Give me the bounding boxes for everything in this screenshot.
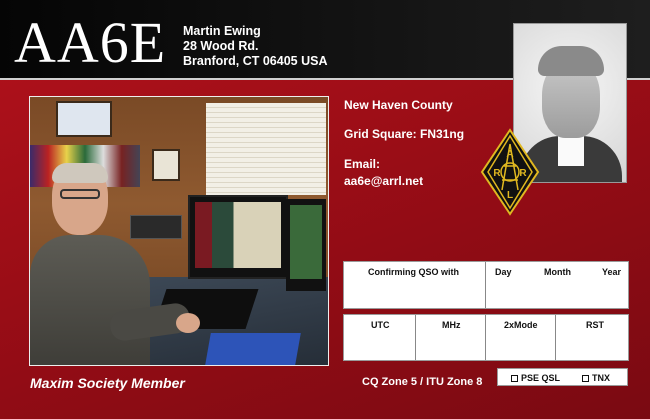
operator-body [30, 235, 150, 366]
portrait-collar [558, 136, 584, 166]
email-label: Email: [344, 157, 381, 171]
details-divider-2 [485, 315, 486, 360]
confirming-qso-label: Confirming QSO with [368, 267, 459, 277]
logo-diamond-shape [482, 130, 538, 214]
second-monitor [286, 199, 326, 291]
details-divider-1 [415, 315, 416, 360]
pse-qsl-checkbox [511, 375, 518, 382]
pse-qsl-label: PSE QSL [521, 373, 561, 383]
details-divider-3 [555, 315, 556, 360]
station-photo [29, 96, 329, 366]
logo-letter-r-right: R [519, 168, 527, 179]
arrl-diamond-logo [480, 128, 540, 216]
radio-equipment [130, 215, 182, 239]
wall-certificate [152, 149, 180, 181]
email-address: aa6e@arrl.net [344, 174, 424, 188]
address-block [183, 24, 327, 69]
monitor-screen [195, 202, 281, 268]
operator-glasses [60, 189, 100, 199]
logo-letter-l: L [506, 190, 514, 201]
county-text: New Haven County [344, 98, 453, 112]
window-blinds [206, 103, 326, 195]
mode-label: 2xMode [504, 320, 538, 330]
tnx-checkbox [582, 375, 589, 382]
day-label: Day [495, 267, 512, 277]
grid-square-text: Grid Square: FN31ng [344, 127, 465, 141]
portrait-hair [538, 46, 604, 76]
mhz-label: MHz [442, 320, 461, 330]
owner-name: Martin Ewing [183, 24, 261, 38]
operator-hair [52, 163, 108, 183]
logo-letter-a: A [506, 149, 514, 160]
qsl-request-box [497, 368, 628, 386]
month-label: Month [544, 267, 571, 277]
logo-letter-r-left: R [493, 168, 501, 179]
street-address: 28 Wood Rd. [183, 39, 259, 53]
qso-confirm-box [343, 261, 629, 309]
monitor [188, 195, 288, 279]
wall-picture [56, 101, 112, 137]
pse-qsl-option [511, 373, 560, 383]
society-member-text: Maxim Society Member [30, 375, 185, 391]
mousepad [205, 333, 301, 365]
tnx-label: TNX [592, 373, 610, 383]
operator-hand [176, 313, 200, 333]
rst-label: RST [586, 320, 604, 330]
tnx-option [582, 373, 610, 383]
cq-itu-zone-text: CQ Zone 5 / ITU Zone 8 [362, 376, 483, 388]
city-state-zip: Branford, CT 06405 USA [183, 54, 328, 68]
utc-label: UTC [371, 320, 390, 330]
year-label: Year [602, 267, 622, 277]
qso-details-box [343, 314, 629, 361]
second-monitor-screen [290, 205, 322, 279]
callsign: AA6E [14, 10, 167, 75]
qso-box-divider [485, 262, 486, 308]
